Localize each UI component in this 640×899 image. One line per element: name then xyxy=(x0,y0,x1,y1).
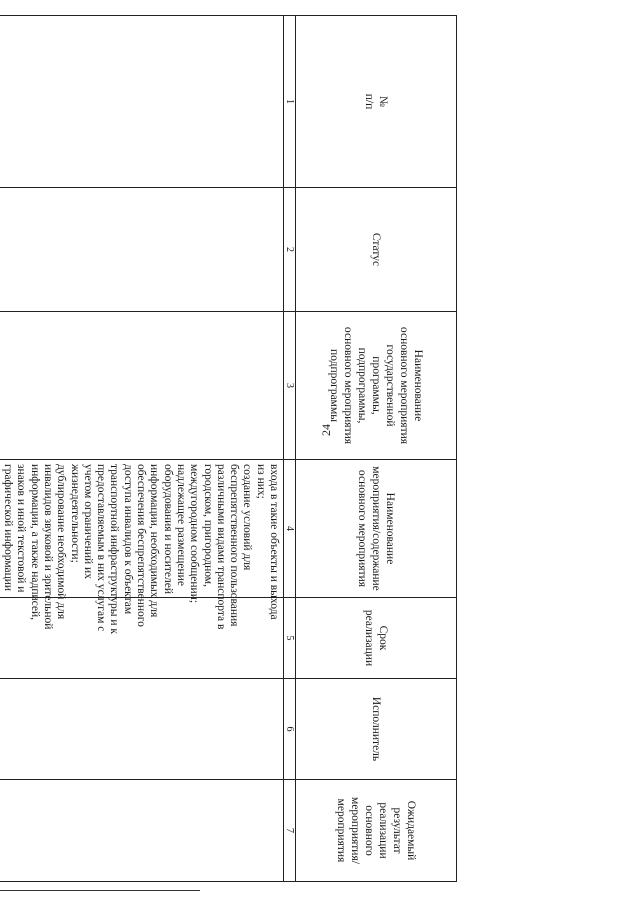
content-text-line: знаков и иной текстовой и xyxy=(15,464,28,593)
header-text-line: реализации xyxy=(363,609,375,667)
content-text-line: доступа инвалидов к объектам xyxy=(121,464,134,615)
column-number: 2 xyxy=(284,188,296,312)
header-text-line: реализации основного xyxy=(363,802,389,859)
content-text-line: информации, а также надписей, xyxy=(28,464,41,621)
header-cell-term xyxy=(296,598,457,679)
header-text-line: мероприятия/мероприятия xyxy=(335,797,361,864)
content-text-line: городском, пригородном, xyxy=(201,464,214,587)
content-text-line: из них; xyxy=(254,464,267,499)
content-text-line: обеспечения беспрепятственного xyxy=(135,464,148,627)
column-number-row xyxy=(284,16,296,882)
header-text-line: Наименование xyxy=(412,349,424,422)
header-text-line: государственной xyxy=(384,344,396,427)
content-text-line: надлежащее размещение xyxy=(174,464,187,586)
header-text-line: Статус xyxy=(370,232,382,267)
header-text-line: подпрограммы xyxy=(328,349,340,422)
cell-status xyxy=(0,188,284,312)
header-text-line: мероприятия/содержание xyxy=(370,466,382,591)
column-number: 3 xyxy=(284,312,296,460)
content-text-line: создание условий для xyxy=(241,464,254,571)
header-cell-program-name xyxy=(296,312,457,460)
column-number: 6 xyxy=(284,679,296,780)
header-cell-activity-name xyxy=(296,460,457,598)
program-table xyxy=(0,15,457,882)
header-text-line: основного мероприятия xyxy=(398,326,410,445)
content-text-line: беспрепятственного пользования xyxy=(228,464,241,627)
content-text-line: различными видами транспорта в xyxy=(214,464,227,630)
header-text-line: подпрограммы, xyxy=(356,347,368,424)
header-cell-status xyxy=(296,188,457,312)
content-text-line: междугородном сообщении; xyxy=(188,464,201,604)
header-text-line: основного мероприятия xyxy=(356,469,368,588)
header-text-line: п/п xyxy=(363,93,375,110)
content-row xyxy=(0,16,284,882)
cell-expected-result xyxy=(0,780,284,882)
column-number: 4 xyxy=(284,460,296,598)
header-row xyxy=(296,16,457,882)
header-text-line: Ожидаемый результат xyxy=(391,800,417,861)
header-text-line: программы, xyxy=(370,356,382,415)
page-number: 24 xyxy=(319,424,333,436)
content-text-line: входа в такие объекты и выхода xyxy=(268,464,280,620)
header-cell-executor xyxy=(296,679,457,780)
content-text-line xyxy=(0,464,1,593)
header-text-line: Срок xyxy=(377,625,389,651)
content-text-line: жизнедеятельности; xyxy=(68,464,81,563)
content-text-line: инвалидов звуковой и зрительной xyxy=(41,464,54,630)
column-number: 1 xyxy=(284,16,296,188)
cell-program-name xyxy=(0,312,284,460)
program-table-rotated xyxy=(2,15,457,881)
content-text-line: транспортной инфраструктуры и к xyxy=(108,464,121,635)
footnote-separator-line xyxy=(0,890,200,891)
content-text-line: предоставляемым в них услугам с xyxy=(95,464,108,632)
column-number: 7 xyxy=(284,780,296,882)
header-text-line: Исполнитель xyxy=(370,696,382,762)
header-text-line: № xyxy=(377,96,389,107)
cell-executor xyxy=(0,679,284,780)
content-text-line: информации, необходимых для xyxy=(148,464,161,618)
content-text-line: оборудования и носителей xyxy=(161,464,174,595)
header-text-line: основного мероприятия xyxy=(342,326,354,445)
header-text-line: Наименование xyxy=(384,492,396,565)
content-text-line: учетом ограничений их xyxy=(81,464,94,579)
cell-activity-content xyxy=(0,460,284,635)
cell-number xyxy=(0,16,284,188)
column-number: 5 xyxy=(284,598,296,679)
header-cell-number xyxy=(296,16,457,188)
content-text-line: дублирование необходимой для xyxy=(55,464,68,620)
content-text-line: графической информации xyxy=(2,464,15,592)
header-cell-expected-result xyxy=(296,780,457,882)
